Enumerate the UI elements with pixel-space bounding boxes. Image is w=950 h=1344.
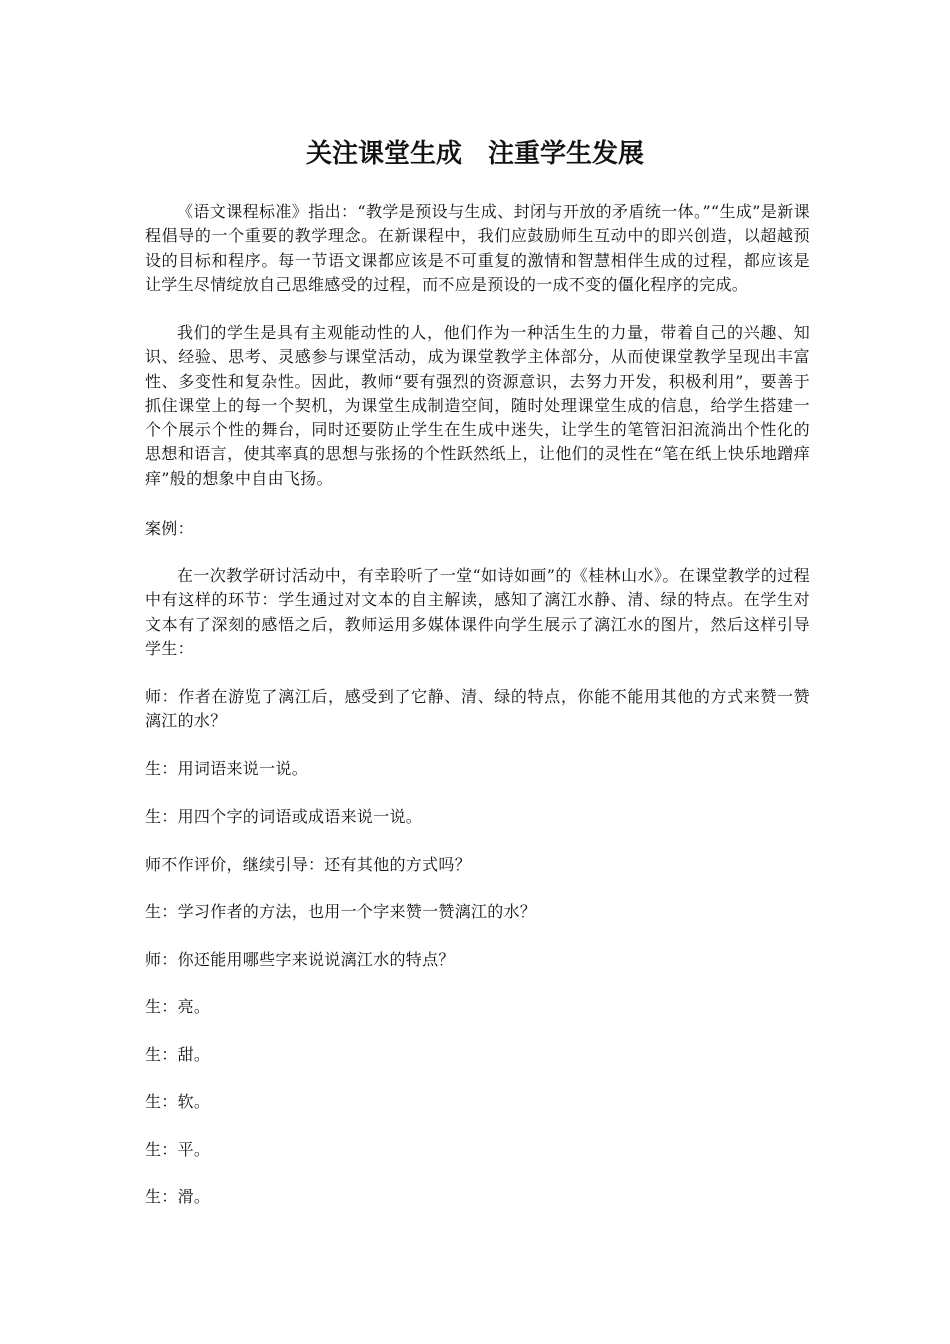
document-title: 关注课堂生成 注重学生发展 <box>305 139 644 169</box>
paragraph-1: 《语文课程标准》指出：“教学是预设与生成、封闭与开放的矛盾统一体。”“生成”是新课程倡导的一个重要的教学理念。在新课程中，我们应鼓励师生互动中的即兴创造，以超越预设的目标和程序。每一节语文课都应该是不可重复的激情和智慧相伴生成的过程，都应该是让学生尽情绽放自己思维感受的过程，而不应是预设的一成不变的僵化程序的完成。 <box>145 202 810 294</box>
dialogue-line: 生：甜。 <box>145 1045 211 1064</box>
case-label: 案例： <box>145 519 194 538</box>
dialogue-line: 生：用四个字的词语或成语来说一说。 <box>145 807 423 826</box>
case-intro-paragraph: 在一次教学研讨活动中，有幸聆听了一堂“如诗如画”的《桂林山水》。在课堂教学的过程中有这样的环节：学生通过对文本的自主解读，感知了漓江水静、清、绿的特点。在学生对文本有了深刻的感悟之后，教师运用多媒体课件向学生展示了漓江水的图片，然后这样引导学生： <box>145 566 810 658</box>
dialogue-line: 师：你还能用哪些字来说说漓江水的特点？ <box>145 950 455 969</box>
dialogue-line: 生：学习作者的方法，也用一个字来赞一赞漓江的水？ <box>145 902 537 921</box>
paragraph-2: 我们的学生是具有主观能动性的人，他们作为一种活生生的力量，带着自己的兴趣、知识、经验、思考、灵感参与课堂活动，成为课堂教学主体部分，从而使课堂教学呈现出丰富性、多变性和复杂性。因此，教师“要有强烈的资源意识，去努力开发，积极利用”，要善于抓住课堂上的每一个契机，为课堂生成制造空间，随时处理课堂生成的信息，给学生搭建一个个展示个性的舞台，同时还要防止学生在生成中迷失，让学生的笔管汩汩流淌出个性化的思想和语言，使其率真的思想与张扬的个性跃然纸上，让他们的灵性在“笔在纸上快乐地蹭痒痒”般的想象中自由飞扬。 <box>145 323 810 488</box>
dialogue-line: 生：软。 <box>145 1092 211 1111</box>
dialogue-line: 生：滑。 <box>145 1187 211 1206</box>
dialogue-line: 生：亮。 <box>145 997 211 1016</box>
dialogue-line: 生：平。 <box>145 1140 211 1159</box>
dialogue-line: 师：作者在游览了漓江后，感受到了它静、清、绿的特点，你能不能用其他的方式来赞一赞漓江的水？ <box>145 687 810 730</box>
dialogue-line: 生：用词语来说一说。 <box>145 759 309 778</box>
dialogue-line: 师不作评价，继续引导：还有其他的方式吗？ <box>145 855 472 874</box>
